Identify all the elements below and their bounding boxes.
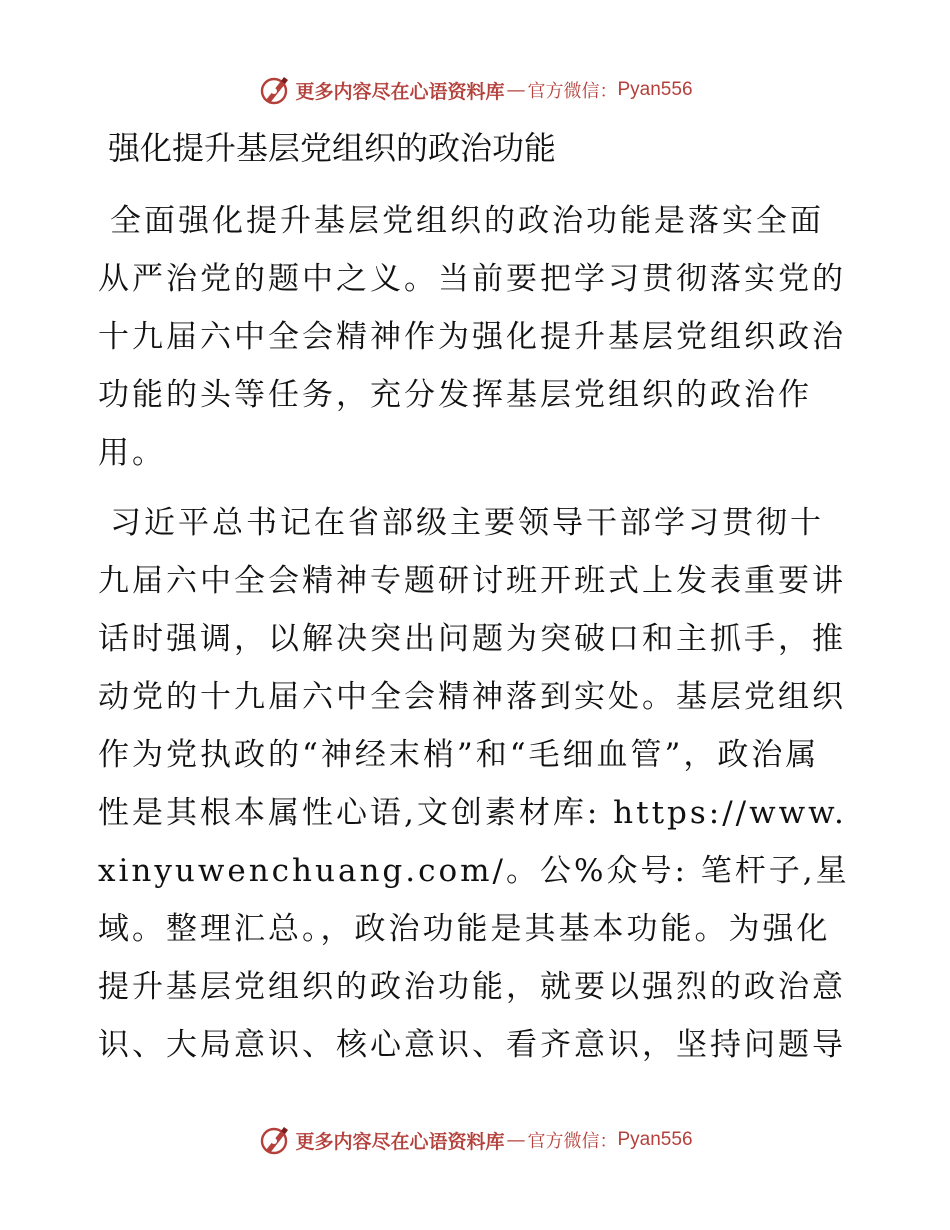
footer-watermark-banner — [0, 1120, 950, 1160]
paragraph-1: 全面强化提升基层党组织的政治功能是落实全面从严治党的题中之义。当前要把学习贯彻落实党的十九届六中全会精神作为强化提升基层党组织政治功能的头等任务，充分发挥基层党组织的政治作用。 — [98, 203, 846, 471]
banner-main-text: 更多内容尽在心语资料库 — [295, 80, 505, 103]
banner-main-text: 更多内容尽在心语资料库 — [295, 1130, 505, 1153]
document-title: 强化提升基层党组织的政治功能 — [108, 129, 557, 167]
banner-dash: — — [506, 79, 526, 101]
banner-dash: — — [506, 1129, 526, 1151]
banner-wechat-label: 官方微信： — [527, 1131, 618, 1152]
paragraph-2: 习近平总书记在省部级主要领导干部学习贯彻十九届六中全会精神专题研讨班开班式上发表重要讲话时强调，以解决突出问题为突破口和主抓手，推动党的十九届六中全会精神落到实处。基层党组织作为党执政的“神经末梢”和“毛细血管”，政治属性是其根本属性心语,文创素材库: https://www.xinyuwenchuang.com/。公%众号: 笔杆子,星域。整理汇总。，政治功能是其基本功能。为强化提升基层党组织的政治功能，就要以强烈的政治意识、大局意识、核心意识、看齐意识，坚持问题导 — [98, 505, 850, 1063]
pen-logo-icon — [257, 73, 291, 107]
banner-wechat-id: Pyan556 — [617, 1129, 693, 1150]
banner-wechat-id: Pyan556 — [617, 79, 693, 100]
banner-wechat-label: 官方微信： — [527, 81, 618, 102]
header-watermark-banner — [0, 70, 950, 110]
pen-logo-icon — [257, 1123, 291, 1157]
